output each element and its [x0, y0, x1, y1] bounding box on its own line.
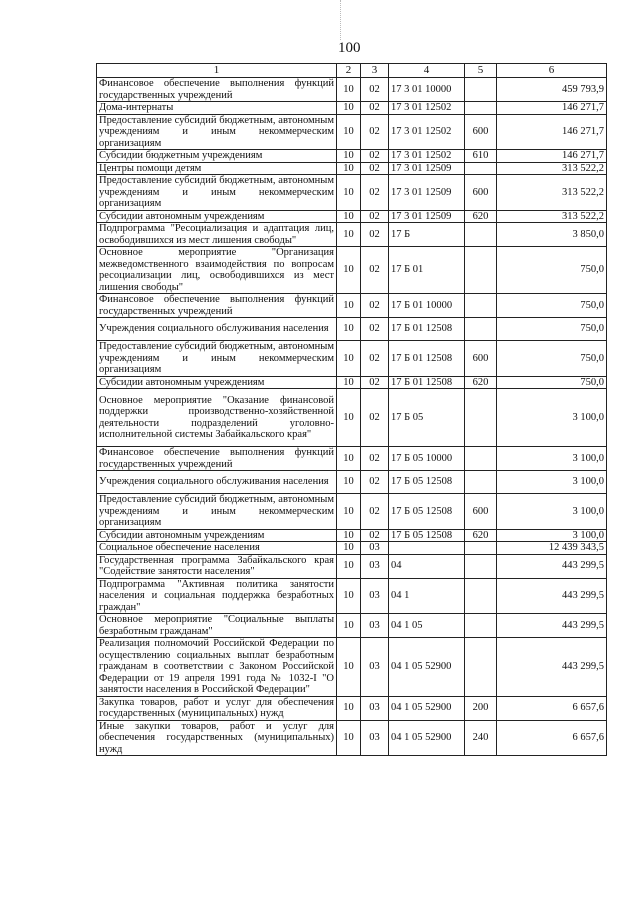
row-subsection-cell: 02 [361, 318, 389, 341]
row-expense-type-cell [465, 578, 497, 614]
table-row [97, 542, 607, 555]
row-name-cell: Учреждения социального обслуживания населения [97, 318, 337, 341]
row-target-code-cell: 17 Б 01 12508 [389, 318, 465, 341]
row-expense-type-cell: 620 [465, 529, 497, 542]
table-row [97, 614, 607, 638]
row-expense-type-cell [465, 389, 497, 447]
table-row [97, 318, 607, 341]
row-amount-cell: 3 100,0 [497, 471, 607, 494]
row-subsection-cell: 03 [361, 542, 389, 555]
row-subsection-cell: 02 [361, 78, 389, 102]
row-amount-cell: 443 299,5 [497, 554, 607, 578]
row-name-cell: Субсидии бюджетным учреждениям [97, 150, 337, 163]
row-target-code-cell: 17 3 01 12502 [389, 102, 465, 115]
row-name-cell: Субсидии автономным учреждениям [97, 529, 337, 542]
row-amount-cell: 3 100,0 [497, 529, 607, 542]
row-amount-cell: 443 299,5 [497, 614, 607, 638]
table-row [97, 78, 607, 102]
row-subsection-cell: 02 [361, 376, 389, 389]
row-section-cell: 10 [337, 102, 361, 115]
row-section-cell: 10 [337, 638, 361, 697]
row-subsection-cell: 02 [361, 223, 389, 247]
row-subsection-cell: 03 [361, 720, 389, 756]
row-section-cell: 10 [337, 494, 361, 530]
row-name-cell: Субсидии автономным учреждениям [97, 376, 337, 389]
row-name-cell: Иные закупки товаров, работ и услуг для обеспечения государственных (муниципальных) нужд [97, 720, 337, 756]
row-subsection-cell: 02 [361, 447, 389, 471]
page-number: 100 [338, 40, 361, 56]
table-row [97, 389, 607, 447]
row-section-cell: 10 [337, 389, 361, 447]
row-expense-type-cell [465, 223, 497, 247]
header-cell: 3 [361, 64, 389, 78]
table-row [97, 471, 607, 494]
row-subsection-cell: 02 [361, 294, 389, 318]
table-row [97, 494, 607, 530]
row-section-cell: 10 [337, 78, 361, 102]
row-amount-cell: 146 271,7 [497, 114, 607, 150]
row-subsection-cell: 02 [361, 529, 389, 542]
row-expense-type-cell: 620 [465, 376, 497, 389]
row-amount-cell: 3 100,0 [497, 447, 607, 471]
row-expense-type-cell: 600 [465, 494, 497, 530]
row-name-cell: Учреждения социального обслуживания населения [97, 471, 337, 494]
row-expense-type-cell: 600 [465, 114, 497, 150]
table-row [97, 341, 607, 377]
row-name-cell: Финансовое обеспечение выполнения функций государственных учреждений [97, 78, 337, 102]
row-amount-cell: 313 522,2 [497, 175, 607, 211]
row-section-cell: 10 [337, 210, 361, 223]
row-name-cell: Подпрограмма "Ресоциализация и адаптация лиц, освободившихся из мест лишения свободы" [97, 223, 337, 247]
row-expense-type-cell [465, 294, 497, 318]
row-name-cell: Предоставление субсидий бюджетным, автономным учреждениям и иным некоммерческим организациям [97, 341, 337, 377]
row-name-cell: Закупка товаров, работ и услуг для обеспечения государственных (муниципальных) нужд [97, 696, 337, 720]
row-name-cell: Субсидии автономным учреждениям [97, 210, 337, 223]
table-row [97, 223, 607, 247]
row-section-cell: 10 [337, 376, 361, 389]
row-section-cell: 10 [337, 162, 361, 175]
row-expense-type-cell: 600 [465, 341, 497, 377]
row-amount-cell: 313 522,2 [497, 210, 607, 223]
row-subsection-cell: 02 [361, 150, 389, 163]
row-name-cell: Центры помощи детям [97, 162, 337, 175]
row-expense-type-cell [465, 554, 497, 578]
row-section-cell: 10 [337, 114, 361, 150]
row-subsection-cell: 02 [361, 494, 389, 530]
row-section-cell: 10 [337, 223, 361, 247]
table-row [97, 162, 607, 175]
row-target-code-cell: 04 1 05 52900 [389, 720, 465, 756]
row-amount-cell: 750,0 [497, 318, 607, 341]
header-cell: 1 [97, 64, 337, 78]
row-target-code-cell: 17 Б 05 12508 [389, 529, 465, 542]
row-name-cell: Финансовое обеспечение выполнения функций государственных учреждений [97, 294, 337, 318]
row-subsection-cell: 03 [361, 614, 389, 638]
table-row [97, 638, 607, 697]
row-name-cell: Дома-интернаты [97, 102, 337, 115]
row-amount-cell: 6 657,6 [497, 720, 607, 756]
table-row [97, 150, 607, 163]
row-target-code-cell: 17 Б 05 12508 [389, 471, 465, 494]
table-row [97, 447, 607, 471]
row-name-cell: Финансовое обеспечение выполнения функций государственных учреждений [97, 447, 337, 471]
row-subsection-cell: 02 [361, 389, 389, 447]
row-expense-type-cell [465, 542, 497, 555]
table-header-row [97, 64, 607, 78]
row-section-cell: 10 [337, 175, 361, 211]
row-expense-type-cell [465, 78, 497, 102]
row-name-cell: Предоставление субсидий бюджетным, автономным учреждениям и иным некоммерческим организациям [97, 494, 337, 530]
table-row [97, 529, 607, 542]
budget-table [96, 63, 607, 756]
row-expense-type-cell [465, 638, 497, 697]
row-target-code-cell: 17 Б 01 10000 [389, 294, 465, 318]
row-target-code-cell: 04 [389, 554, 465, 578]
row-subsection-cell: 03 [361, 638, 389, 697]
row-subsection-cell: 02 [361, 341, 389, 377]
row-amount-cell: 750,0 [497, 376, 607, 389]
table-row [97, 102, 607, 115]
row-expense-type-cell [465, 318, 497, 341]
row-name-cell: Реализация полномочий Российской Федерации по осуществлению социальных выплат безработным гражданам в соответствии с Законом Российской Федерации от 19 апреля 1991 года № 1032-I "О занятости населения в Российской Федерации" [97, 638, 337, 697]
table-row [97, 376, 607, 389]
row-expense-type-cell: 600 [465, 175, 497, 211]
row-name-cell: Основное мероприятие "Организация межведомственного взаимодействия по вопросам ресоциализации лиц, освободившихся из мест лишения свободы" [97, 247, 337, 294]
row-amount-cell: 313 522,2 [497, 162, 607, 175]
row-amount-cell: 750,0 [497, 294, 607, 318]
table-row [97, 554, 607, 578]
row-expense-type-cell [465, 162, 497, 175]
row-expense-type-cell [465, 447, 497, 471]
row-target-code-cell: 17 Б 01 12508 [389, 376, 465, 389]
row-target-code-cell [389, 542, 465, 555]
table-row [97, 247, 607, 294]
table-row [97, 294, 607, 318]
row-amount-cell: 750,0 [497, 341, 607, 377]
row-target-code-cell: 04 1 05 [389, 614, 465, 638]
row-amount-cell: 459 793,9 [497, 78, 607, 102]
row-expense-type-cell [465, 102, 497, 115]
row-amount-cell: 750,0 [497, 247, 607, 294]
row-section-cell: 10 [337, 720, 361, 756]
row-name-cell: Государственная программа Забайкальского края "Содействие занятости населения" [97, 554, 337, 578]
row-subsection-cell: 02 [361, 471, 389, 494]
row-expense-type-cell: 240 [465, 720, 497, 756]
row-expense-type-cell [465, 247, 497, 294]
row-target-code-cell: 17 3 01 10000 [389, 78, 465, 102]
header-cell: 6 [497, 64, 607, 78]
row-target-code-cell: 04 1 05 52900 [389, 696, 465, 720]
row-section-cell: 10 [337, 554, 361, 578]
row-subsection-cell: 02 [361, 247, 389, 294]
row-target-code-cell: 17 Б 05 10000 [389, 447, 465, 471]
row-section-cell: 10 [337, 318, 361, 341]
row-amount-cell: 443 299,5 [497, 638, 607, 697]
header-cell: 4 [389, 64, 465, 78]
row-target-code-cell: 04 1 05 52900 [389, 638, 465, 697]
row-section-cell: 10 [337, 247, 361, 294]
row-name-cell: Социальное обеспечение населения [97, 542, 337, 555]
row-subsection-cell: 02 [361, 162, 389, 175]
row-section-cell: 10 [337, 542, 361, 555]
row-subsection-cell: 02 [361, 210, 389, 223]
row-target-code-cell: 17 Б 05 12508 [389, 494, 465, 530]
row-amount-cell: 3 850,0 [497, 223, 607, 247]
row-name-cell: Подпрограмма "Активная политика занятости населения и социальная поддержка безработных граждан" [97, 578, 337, 614]
row-target-code-cell: 17 Б [389, 223, 465, 247]
row-subsection-cell: 02 [361, 114, 389, 150]
row-amount-cell: 3 100,0 [497, 494, 607, 530]
table-row [97, 696, 607, 720]
row-section-cell: 10 [337, 150, 361, 163]
row-subsection-cell: 03 [361, 554, 389, 578]
row-target-code-cell: 17 3 01 12502 [389, 150, 465, 163]
row-section-cell: 10 [337, 578, 361, 614]
row-expense-type-cell: 620 [465, 210, 497, 223]
page-crease [340, 0, 341, 40]
row-amount-cell: 12 439 343,5 [497, 542, 607, 555]
row-target-code-cell: 17 Б 01 12508 [389, 341, 465, 377]
row-target-code-cell: 17 3 01 12502 [389, 114, 465, 150]
row-name-cell: Предоставление субсидий бюджетным, автономным учреждениям и иным некоммерческим организациям [97, 114, 337, 150]
row-section-cell: 10 [337, 471, 361, 494]
row-section-cell: 10 [337, 341, 361, 377]
table-row [97, 114, 607, 150]
row-target-code-cell: 17 3 01 12509 [389, 210, 465, 223]
row-amount-cell: 6 657,6 [497, 696, 607, 720]
header-cell: 5 [465, 64, 497, 78]
row-section-cell: 10 [337, 529, 361, 542]
header-cell: 2 [337, 64, 361, 78]
row-target-code-cell: 17 Б 01 [389, 247, 465, 294]
row-subsection-cell: 03 [361, 696, 389, 720]
row-target-code-cell: 17 Б 05 [389, 389, 465, 447]
row-subsection-cell: 02 [361, 102, 389, 115]
row-target-code-cell: 17 3 01 12509 [389, 175, 465, 211]
row-expense-type-cell: 610 [465, 150, 497, 163]
row-target-code-cell: 04 1 [389, 578, 465, 614]
row-amount-cell: 3 100,0 [497, 389, 607, 447]
row-expense-type-cell [465, 614, 497, 638]
row-amount-cell: 146 271,7 [497, 102, 607, 115]
row-name-cell: Основное мероприятие "Социальные выплаты безработным гражданам" [97, 614, 337, 638]
row-subsection-cell: 03 [361, 578, 389, 614]
row-name-cell: Основное мероприятие "Оказание финансовой поддержки производственно-хозяйственной деятельности подразделений уголовно-исполнительной системы Забайкальского края" [97, 389, 337, 447]
table-row [97, 720, 607, 756]
table-row [97, 175, 607, 211]
row-section-cell: 10 [337, 614, 361, 638]
row-expense-type-cell [465, 471, 497, 494]
row-target-code-cell: 17 3 01 12509 [389, 162, 465, 175]
row-section-cell: 10 [337, 696, 361, 720]
row-subsection-cell: 02 [361, 175, 389, 211]
row-name-cell: Предоставление субсидий бюджетным, автономным учреждениям и иным некоммерческим организациям [97, 175, 337, 211]
row-amount-cell: 443 299,5 [497, 578, 607, 614]
row-expense-type-cell: 200 [465, 696, 497, 720]
table-row [97, 578, 607, 614]
row-section-cell: 10 [337, 447, 361, 471]
row-amount-cell: 146 271,7 [497, 150, 607, 163]
row-section-cell: 10 [337, 294, 361, 318]
table-row [97, 210, 607, 223]
